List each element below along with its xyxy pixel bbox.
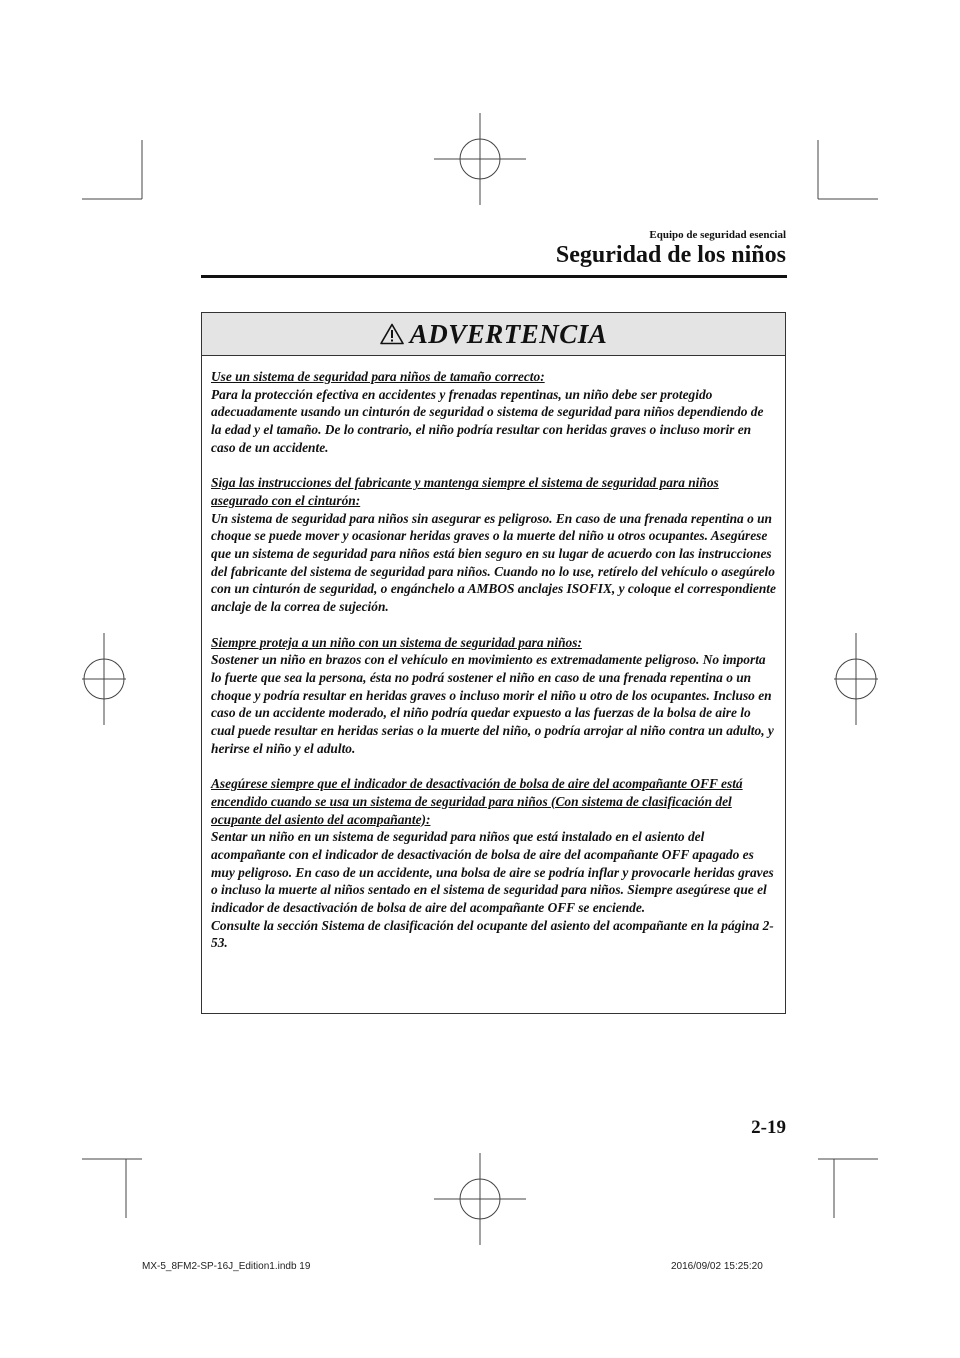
warning-paragraph-always-protect bbox=[211, 634, 777, 758]
page-number: 2-19 bbox=[751, 1117, 786, 1138]
paragraph-heading: Siga las instrucciones del fabricante y mantenga siempre el sistema de seguridad para niños asegurado con el cinturón: bbox=[211, 475, 719, 508]
footer-timestamp: 2016/09/02 15:25:20 bbox=[671, 1261, 763, 1272]
warning-header bbox=[202, 313, 785, 356]
section-title: Seguridad de los niños bbox=[555, 242, 786, 268]
paragraph-heading: Siempre proteja a un niño con un sistema de seguridad para niños: bbox=[211, 634, 582, 650]
warning-title: ADVERTENCIA bbox=[409, 318, 608, 349]
paragraph-text: Un sistema de seguridad para niños sin asegurar es peligroso. En caso de una frenada repentina o un choque se puede mover y ocasionar heridas graves o la muerte del niño u otros ocupantes. Asegúrese que un sistema de seguridad para niños está bien seguro en su lugar de acuerdo con las instrucciones del fabricante del sistema de seguridad para niños. Cuando no lo use, retírelo del vehículo o asegúrelo con un cinturón de seguridad, o engánchelo a AMBOS anclajes ISOFIX, y coloque el correspondiente anclaje de la correa de sujeción. bbox=[211, 510, 776, 615]
warning-triangle-icon bbox=[380, 323, 404, 345]
section-label: Equipo de seguridad esencial bbox=[649, 229, 786, 241]
warning-paragraph-child-size bbox=[211, 368, 777, 457]
paragraph-text: Para la protección efectiva en accidentes y frenadas repentinas, un niño debe ser protegido adecuadamente usando un cinturón de seguridad o sistema de seguridad para niños dependiendo de la edad y el tamaño. De lo contrario, el niño podría resultar con heridas graves o incluso morir en caso de un accidente. bbox=[211, 386, 764, 455]
warning-box bbox=[201, 312, 786, 1014]
paragraph-text: Sentar un niño en un sistema de seguridad para niños que está instalado en el asiento del acompañante con el indicador de desactivación de bolsa de aire del acompañante OFF apagado es muy peligroso. En caso de un accidente, una bolsa de aire se podría inflar y provocarle heridas graves o incluso la muerte al niños sentado en el sistema de seguridad para niños. Siempre asegúrese que el indicador de desactivación de bolsa de aire del acompañante OFF se enciende. bbox=[211, 829, 774, 916]
header-rule bbox=[201, 275, 787, 278]
paragraph-heading: Use un sistema de seguridad para niños de tamaño correcto: bbox=[211, 369, 545, 384]
footer-file-info: MX-5_8FM2-SP-16J_Edition1.indb 19 bbox=[142, 1261, 311, 1272]
paragraph-reference: Consulte la sección Sistema de clasificación del ocupante del asiento del acompañante en la página 2-53. bbox=[211, 917, 774, 951]
warning-body bbox=[202, 356, 785, 952]
warning-paragraph-airbag-indicator bbox=[211, 775, 777, 952]
warning-paragraph-manufacturer-instructions bbox=[211, 474, 777, 616]
paragraph-heading: Asegúrese siempre que el indicador de desactivación de bolsa de aire del acompañante OFF está encendido cuando se usa un sistema de seguridad para niños (Con sistema de clasificación del ocupante del asiento del acompañante): bbox=[211, 776, 743, 827]
paragraph-text: Sostener un niño en brazos con el vehículo en movimiento es extremadamente peligroso. No importa lo fuerte que sea la persona, ésta no podrá sostener el niño en caso de una frenada repentina o un choque y podría resultar en heridas graves o incluso morir el niño u otro de los ocupantes. Incluso en caso de un accidente moderado, el niño podría quedar expuesto a las fuerzas de la bolsa de aire lo cual puede resultar en heridas serias o la muerte del niño, o podría arrojar al niño contra un adulto, y herirse el niño y el adulto. bbox=[211, 652, 774, 756]
